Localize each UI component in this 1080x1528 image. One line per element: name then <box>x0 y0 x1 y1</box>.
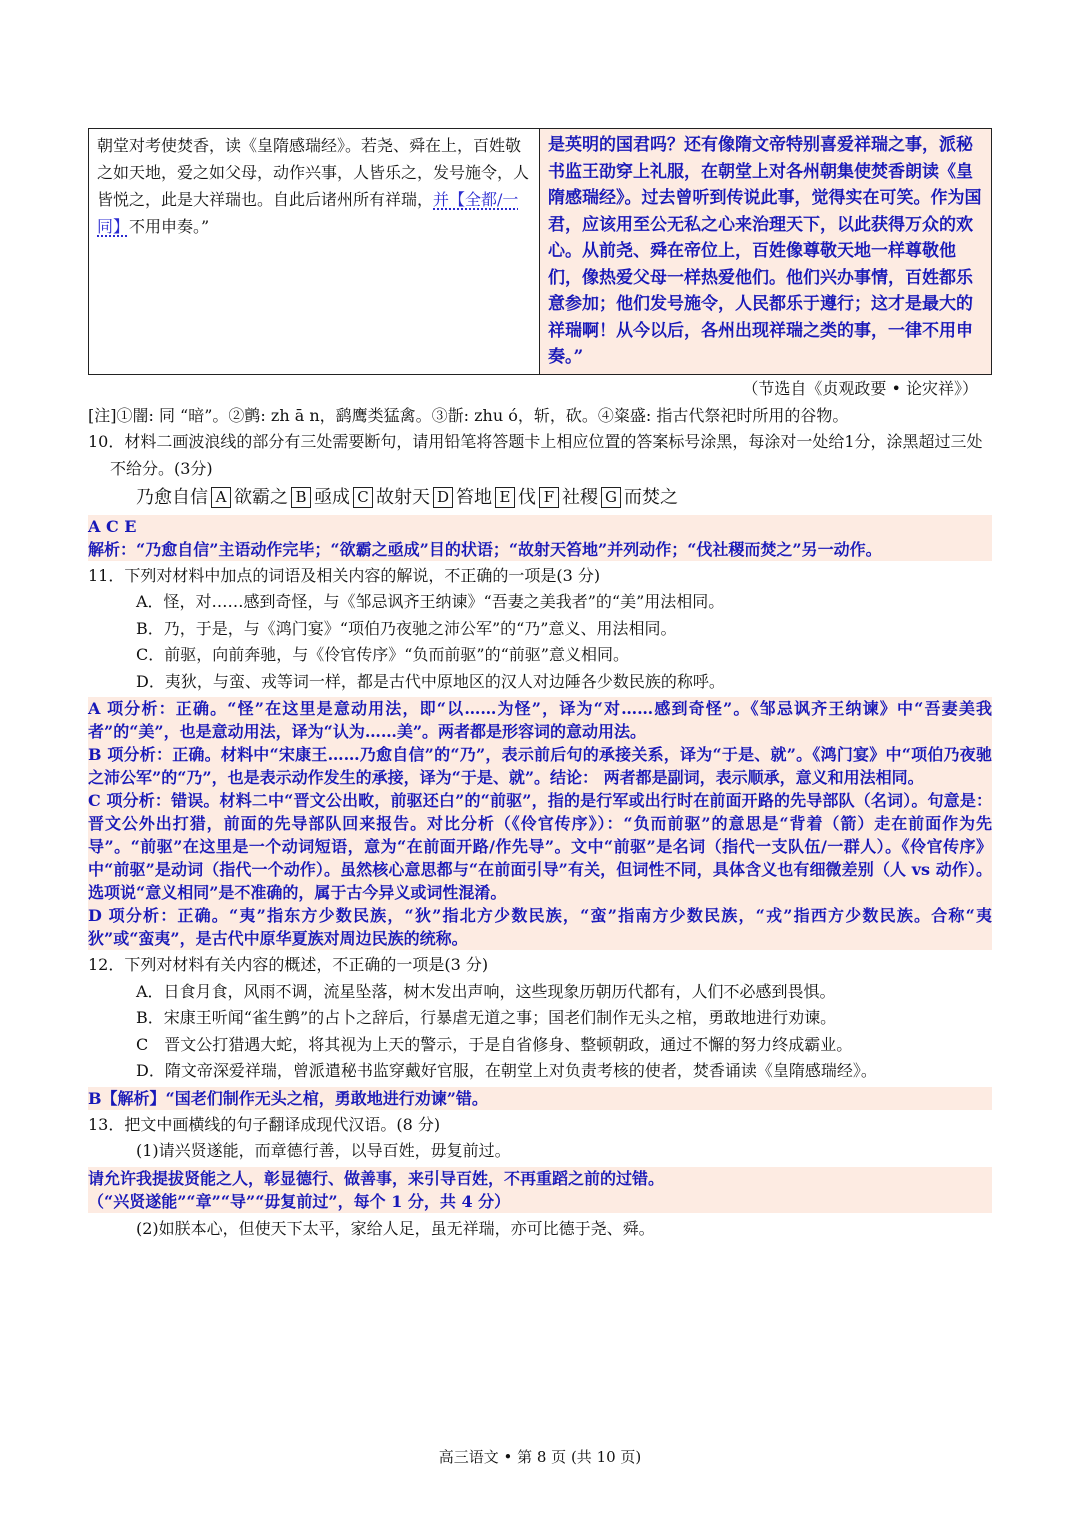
answer-10 <box>88 515 992 561</box>
answer-10-key: A C E <box>88 516 137 536</box>
option-11-b: B．乃，于是，与《鸿门宴》“项伯乃夜驰之沛公军”的“乃”意义、用法相同。 <box>136 618 677 638</box>
answer-13-1 <box>88 1167 992 1213</box>
sentence-13-2: (2)如朕本心，但使天下太平，家给人足，虽无祥瑞，亦可比德于尧、舜。 <box>136 1218 655 1238</box>
question-12: 12．下列对材料有关内容的概述，不正确的一项是(3 分) <box>88 955 489 974</box>
dotted-annotation: 并【全都/一同】 <box>97 190 519 236</box>
analysis-12: B【解析】“国老们制作无头之棺，勇敢地进行劝谏”错。 <box>88 1088 488 1108</box>
page-content <box>88 128 992 1242</box>
answer-box-a[interactable]: A <box>211 487 231 508</box>
translation-cell: 是英明的国君吗？还有像隋文帝特别喜爱祥瑞之事，派秘书监王劭穿上礼服，在朝堂上对各州朝集使焚香朗读《皇隋感瑞经》。过去曾听到传说此事，觉得实在可笑。作为国君，应该用至公无私之心来治理天下，以此获得万众的欢心。从前尧、舜在帝位上，百姓像尊敬天地一样尊敬他们，像热爱父母一样热爱他们。他们兴办事情，百姓都乐意参加；他们发号施令，人民都乐于遵行；这才是最大的祥瑞啊！从今以后，各州出现祥瑞之类的事，一律不用申奏。” <box>540 129 992 375</box>
question-10: 10．材料二画波浪线的部分有三处需要断句，请用铅笔将答题卡上相应位置的答案标号涂黑，每涂对一处给1分，涂黑超过三处不给分。(3分) <box>88 432 983 478</box>
source-note: （节选自《贞观政要 • 论灾祥》） <box>742 378 978 398</box>
answer-12 <box>88 1087 992 1110</box>
scoring-13-1: （“兴贤遂能”“章”“导”“毋复前过”，每个 1 分，共 4 分） <box>88 1191 511 1211</box>
option-11-d: D．夷狄，与蛮、戎等词一样，都是古代中原地区的汉人对边陲各少数民族的称呼。 <box>136 671 725 691</box>
answer-box-d[interactable]: D <box>433 487 453 508</box>
answer-box-b[interactable]: B <box>291 487 311 508</box>
answer-box-e[interactable]: E <box>495 487 515 508</box>
sentence-13-1: (1)请兴贤遂能，而章德行善，以导百姓，毋复前过。 <box>136 1141 511 1160</box>
footnotes: [注]①闇: 同 “暗”。②鹯: zh ā n，鹞鹰类猛禽。③斮: zhu ó，斩，砍。④粢盛: 指古代祭祀时所用的谷物。 <box>88 405 849 425</box>
answer-box-f[interactable]: F <box>539 487 559 508</box>
analysis-11-d: D 项分析：正确。“夷”指东方少数民族，“狄”指北方少数民族，“蛮”指南方少数民族，“戎”指西方少数民族。合称“夷狄”或“蛮夷”，是古代中原华夏族对周边民族的统称。 <box>88 906 992 948</box>
question-13: 13．把文中画横线的句子翻译成现代汉语。(8 分) <box>88 1114 441 1134</box>
original-text: 朝堂对考使焚香，读《皇隋感瑞经》。若尧、舜在上，百姓敬之如天地，爱之如父母，动作兴事，人皆乐之，发号施令，人皆悦之，此是大祥瑞也。自此后诸州所有祥瑞， <box>97 136 530 209</box>
option-11-c: C．前驱，向前奔驰，与《伶官传序》“负而前驱”的“前驱”意义相同。 <box>136 645 629 664</box>
option-12-a: A．日食月食，风雨不调，流星坠落，树木发出声响，这些现象历朝历代都有，人们不必感到畏惧。 <box>136 981 836 1001</box>
analysis-11-c: C 项分析：错误。材料二中“晋文公出畋，前驱还白”的“前驱”，指的是行军或出行时在前面开路的先导部队（名词）。句意是：晋文公外出打猎，前面的先导部队回来报告。对比分析（《伶官传序》）：“负而前驱”的意思是“背着（箭）走在前面作为先导”。“前驱”在这里是一个动词短语，意为“在前面开路/作先导”。文中“前驱”是名词（指代一支队伍/一群人）。《伶官传序》中“前驱”是动词（指代一个动作）。虽然核心意思都与“在前面引导”有关，但词性不同，具体含义也有细微差别（人 vs 动作）。选项说“意义相同”是不准确的，属于古今异义或词性混淆。 <box>88 791 992 902</box>
option-12-b: B．宋康王听闻“雀生鹯”的占卜之辞后，行暴虐无道之事；国老们制作无头之棺，勇敢地进行劝谏。 <box>136 1008 837 1027</box>
answer-10-analysis: 解析：“乃愈自信”主语动作完毕；“欲霸之亟成”目的状语；“故射天笞地”并列动作；“伐社稷而焚之”另一动作。 <box>88 539 882 559</box>
answer-11 <box>88 697 992 950</box>
punctuation-sequence: 乃愈自信 A 欲霸之 B 亟成 C 故射天 D 笞地 E 伐 F 社稷 G 而焚之 <box>136 487 678 508</box>
page-footer: 高三语文 • 第 8 页 (共 10 页) <box>438 1448 642 1466</box>
translation-13-1: 请允许我提拔贤能之人，彰显德行、做善事，来引导百姓，不再重蹈之前的过错。 <box>88 1168 665 1188</box>
material-table <box>88 128 992 375</box>
answer-box-g[interactable]: G <box>601 487 621 508</box>
option-12-c: C 晋文公打猎遇大蛇，将其视为上天的警示，于是自省修身、整顿朝政，通过不懈的努力终成霸业。 <box>136 1034 853 1054</box>
question-11: 11．下列对材料中加点的词语及相关内容的解说，不正确的一项是(3 分) <box>88 565 601 585</box>
analysis-11-a: A 项分析：正确。“怪”在这里是意动用法，即“以……为怪”，译为“对……感到奇怪”。《邹忌讽齐王纳谏》中“吾妻美我者”的“美”，也是意动用法，译为“认为……美”。两者都是形容词的意动用法。 <box>88 699 992 741</box>
analysis-11-b: B 项分析：正确。材料中“宋康王……乃愈自信”的“乃”，表示前后句的承接关系，译为“于是、就”。《鸿门宴》中“项伯乃夜驰之沛公军”的“乃”，也是表示动作发生的承接，译为“于是、就”。结论： 两者都是副词，表示顺承，意义和用法相同。 <box>88 745 992 787</box>
original-text-tail: 不用申奏。” <box>129 217 210 236</box>
option-11-a: A．怪，对……感到奇怪，与《邹忌讽齐王纳谏》“吾妻之美我者”的“美”用法相同。 <box>136 592 725 611</box>
answer-box-c[interactable]: C <box>353 487 373 508</box>
option-12-d: D．隋文帝深爱祥瑞，曾派遣秘书监穿戴好官服，在朝堂上对负责考核的使者，焚香诵读《皇隋感瑞经》。 <box>136 1061 877 1080</box>
original-text-cell <box>89 129 540 375</box>
